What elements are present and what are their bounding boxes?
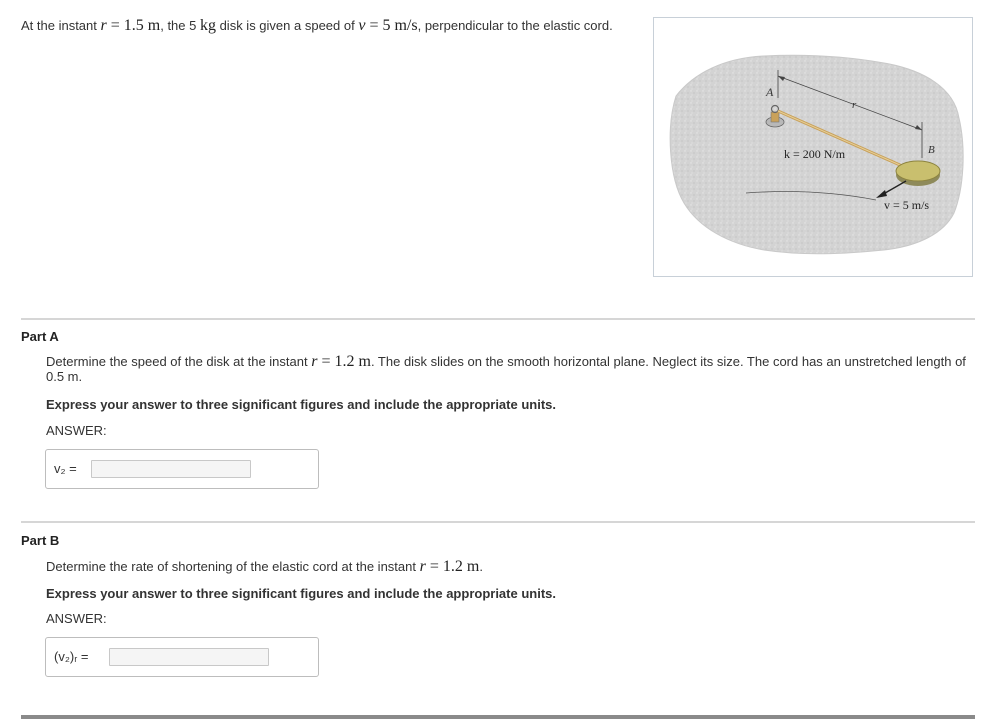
r-symbol: r (100, 17, 107, 34)
part-b-answer-label: ANSWER: (46, 611, 107, 626)
disk (896, 161, 940, 181)
label-A: A (766, 85, 774, 99)
divider (21, 521, 975, 523)
v-value: 5 m/s (382, 17, 418, 34)
problem-statement: At the instant r = 1.5 m, the 5 kg disk is given a speed of v = 5 m/s, perpendicular to the elastic cord. (21, 17, 613, 34)
part-b-instruction: Express your answer to three significant figures and include the appropriate units. (46, 586, 556, 601)
bottom-divider (21, 715, 975, 719)
part-b-question: Determine the rate of shortening of the elastic cord at the instant r = 1.2 m. (46, 558, 483, 575)
disk-cord-diagram (654, 18, 972, 276)
divider (21, 318, 975, 320)
v-symbol: v (358, 17, 366, 34)
v2r-label: (v₂)ᵣ = (54, 649, 89, 664)
part-a-instruction: Express your answer to three significant figures and include the appropriate units. (46, 397, 556, 412)
label-k: k = 200 N/m (784, 147, 846, 161)
r-value: 1.5 m (123, 17, 161, 34)
label-B: B (928, 144, 935, 156)
v2-label: v₂ = (54, 461, 77, 476)
part-a-title: Part A (21, 329, 59, 344)
part-a-answer-box (45, 449, 319, 489)
part-a-answer-label: ANSWER: (46, 423, 107, 438)
v2-input[interactable] (91, 460, 251, 478)
label-v: v = 5 m/s (884, 198, 930, 212)
part-b-answer-box (45, 637, 319, 677)
label-r: r (852, 99, 857, 111)
part-b-title: Part B (21, 533, 60, 548)
problem-figure (653, 17, 973, 277)
part-a-question: Determine the speed of the disk at the instant r = 1.2 m. The disk slides on the smooth horizontal plane. Neglect its size. The cord has an unstretched length of 0.5 m. (46, 353, 966, 384)
v2r-input[interactable] (109, 648, 269, 666)
